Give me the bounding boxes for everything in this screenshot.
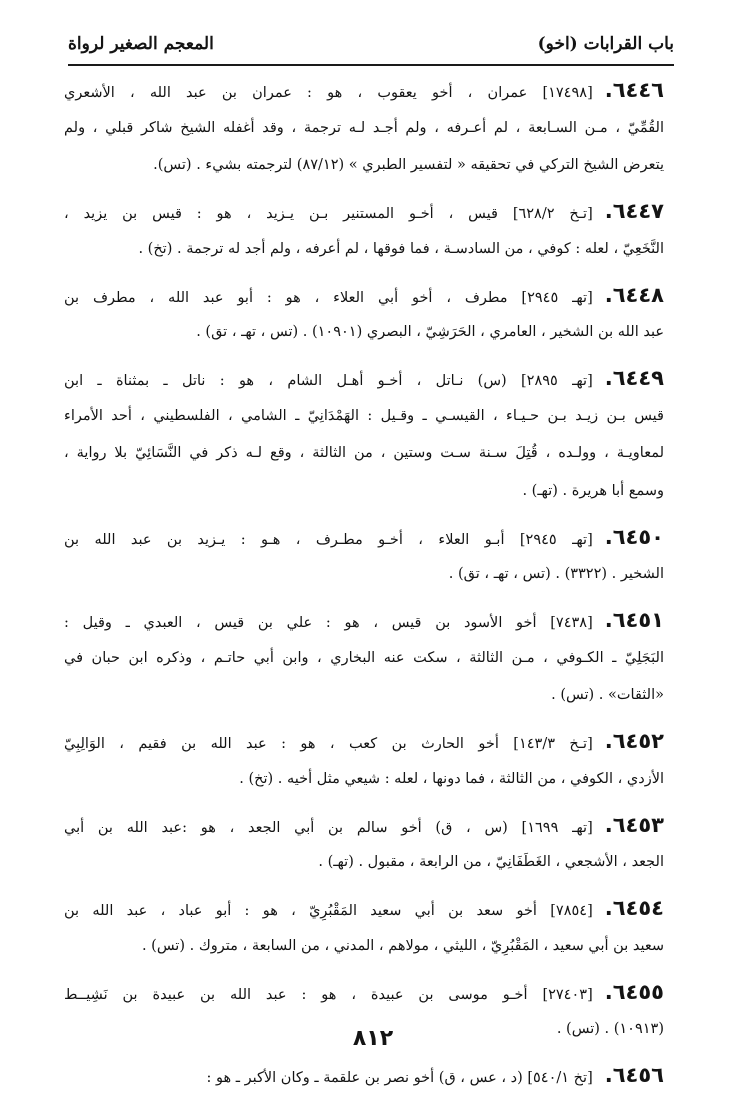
entry-number: ٦٤٤٨. — [604, 282, 664, 307]
entry-number: ٦٤٤٧. — [604, 199, 664, 223]
entry-line — [64, 473, 664, 511]
entry-text: سعيد بن أبي سعيد ، المَقْبُرِيّ ، الليثي ، مولاهم ، المدني ، من السابعة ، متروك . (تس) . — [141, 937, 664, 954]
entry-text: [تهـ ١٦٩٩] (س ، ق) أخو سالم بن أبي الجعد ، هو :عبد الله بن أبي — [64, 819, 593, 836]
entry-text: [تهـ ٢٩٤٥] مطرف ، أخو أبي العلاء ، هو : أبو عبد الله ، مطرف بن — [64, 289, 593, 306]
chapter-title: باب القرابات (اخو) — [537, 34, 674, 54]
entry-line — [64, 807, 664, 845]
dictionary-entry — [64, 519, 664, 594]
entry-text: [٧٤٣٨] أخو الأسود بن قيس ، هو : علي بن قيس ، العبدي ـ وقيل : — [64, 615, 593, 631]
dictionary-entry — [64, 72, 664, 185]
entry-text: (١٠٩١٣) . (تس) . — [556, 1021, 664, 1037]
entry-number: ٦٤٥٢. — [604, 729, 664, 753]
entry-line — [64, 277, 664, 315]
entry-line — [64, 72, 664, 110]
entry-text: [تـخ ٦٢٨/٢] قيس ، أخـو المستنير بـن يـزيد ، هو : قيس بن يزيد ، — [64, 206, 593, 222]
entry-number: ٦٤٥٦. — [604, 1063, 664, 1087]
entry-text: الأزدي ، الكوفي ، من الثالثة ، فما دونها ، لعله : شيعي مثل أخيه . (تخ) . — [239, 770, 664, 787]
entry-line — [64, 844, 664, 882]
entry-line — [64, 435, 664, 473]
entry-number: ٦٤٤٦. — [604, 78, 664, 102]
entry-number: ٦٤٥٥. — [604, 979, 664, 1004]
entry-text: قيس بـن زيـد بـن حـيـاء ، القيسـي ـ وقـيل : الهَمْدَانِيّ ـ الشامي ، الفلسطيني ، أحد الأمراء — [64, 407, 664, 424]
entry-line — [64, 890, 664, 928]
entry-text: الشخير . (٣٣٢٢) . (تس ، تهـ ، تق) . — [448, 566, 664, 582]
entry-line — [64, 602, 664, 640]
dictionary-entry — [64, 360, 664, 510]
entry-text: البَجَلِيّ ـ الكـوفي ، مـن الثالثة ، سكت عنه البخاري ، وابن أبي حاتـم ، وذكره ابن حبان في — [64, 649, 664, 666]
entry-text: [تهـ ٢٨٩٥] (س) نـاتل ، أخـو أهـل الشام ، هو : ناتل ـ بمثناة ـ ابن — [64, 373, 593, 389]
dictionary-entry — [64, 602, 664, 715]
dictionary-entry — [64, 193, 664, 268]
entry-line — [64, 519, 664, 557]
entry-line — [64, 147, 664, 185]
page-number: ٨١٢ — [352, 1026, 394, 1051]
running-header — [68, 28, 674, 66]
entry-text: النَّخَعِيّ ، لعله : كوفي ، من السادسـة ، فما فوقها ، لم أعرفه ، ولم أجد له ترجمة . (تخ) . — [138, 240, 664, 257]
dictionary-entry — [64, 277, 664, 352]
entry-line — [64, 556, 664, 594]
entry-line — [64, 193, 664, 231]
entry-text: [١٧٤٩٨] عمران ، أخو يعقوب ، هو : عمران بن عبد الله ، الأشعري — [64, 85, 593, 101]
book-title: المعجم الصغير لرواة — [68, 34, 214, 54]
entry-text: يتعرض الشيخ التركي في تحقيقه « لتفسير الطبري » (٨٧/١٢) لترجمته بشيء . (تس). — [153, 157, 664, 173]
entry-number: ٦٤٥٤. — [604, 896, 664, 920]
entry-text: وسمع أبا هريرة . (تهـ) . — [522, 482, 664, 499]
entry-number: ٦٤٤٩. — [604, 366, 664, 390]
entry-line — [64, 1057, 664, 1095]
dictionary-entry — [64, 1057, 664, 1095]
entry-line — [64, 231, 664, 269]
entry-number: ٦٤٥٠. — [604, 524, 664, 549]
entry-line — [64, 761, 664, 799]
entries-list — [64, 72, 664, 1103]
entry-text: [تهـ ٢٩٤٥] أبـو العلاء ، أخـو مطـرف ، هـو : يـزيد بن عبد الله بن — [64, 531, 593, 548]
entry-number: ٦٤٥١. — [604, 608, 664, 632]
dictionary-entry — [64, 807, 664, 882]
entry-text: «الثقات» . (تس) . — [551, 687, 664, 703]
entry-line — [64, 974, 664, 1012]
entry-text: [٢٧٤٠٣] أخـو موسى بن عبيدة ، هو : عبد الله بن عبيدة بن نَشِيــط — [64, 986, 593, 1003]
entry-text: القُمِّيّ ، مـن السـابعة ، لم أعـرفه ، ولم أجـد لـه ترجمة ، وقد أغفله الشيخ شاكر قبلي ، ولم — [64, 119, 664, 136]
dictionary-entry — [64, 723, 664, 798]
entry-line — [64, 723, 664, 761]
entry-line — [64, 110, 664, 148]
entry-text: لمعاويـة ، وولـده ، قُتِلَ سـنة سـت وستين ، من الثالثة ، وقع لـه ذكر في النَّسَائِيّ بلا رواية ، — [64, 445, 664, 461]
entry-text: [تـخ ١٤٣/٣] أخو الحارث بن كعب ، هو : عبد الله بن فقيم ، الوَالِبِيّ — [64, 736, 593, 752]
entry-text: [٧٨٥٤] أخو سعد بن أبي سعيد المَقْبُرِيّ ، هو : أبو عباد ، عبد الله بن — [64, 903, 593, 919]
entry-line — [64, 677, 664, 715]
entry-number: ٦٤٥٣. — [604, 812, 664, 837]
entry-line — [64, 928, 664, 966]
dictionary-entry — [64, 890, 664, 965]
entry-line — [64, 360, 664, 398]
entry-line — [64, 314, 664, 352]
entry-text: عبد الله بن الشخير ، العامري ، الحَرَشِيّ ، البصري (١٠٩٠١) . (تس ، تهـ ، تق) . — [196, 324, 664, 340]
entry-text: الجعد ، الأشجعي ، الغَطَفَانِيّ ، من الرابعة ، مقبول . (تهـ) . — [318, 854, 664, 870]
entry-line — [64, 640, 664, 678]
entry-text: [تخ ٥٤٠/١] (د ، عس ، ق) أخو نصر بن علقمة ـ وكان الأكبر ـ هو : — [206, 1070, 593, 1086]
entry-line — [64, 398, 664, 436]
